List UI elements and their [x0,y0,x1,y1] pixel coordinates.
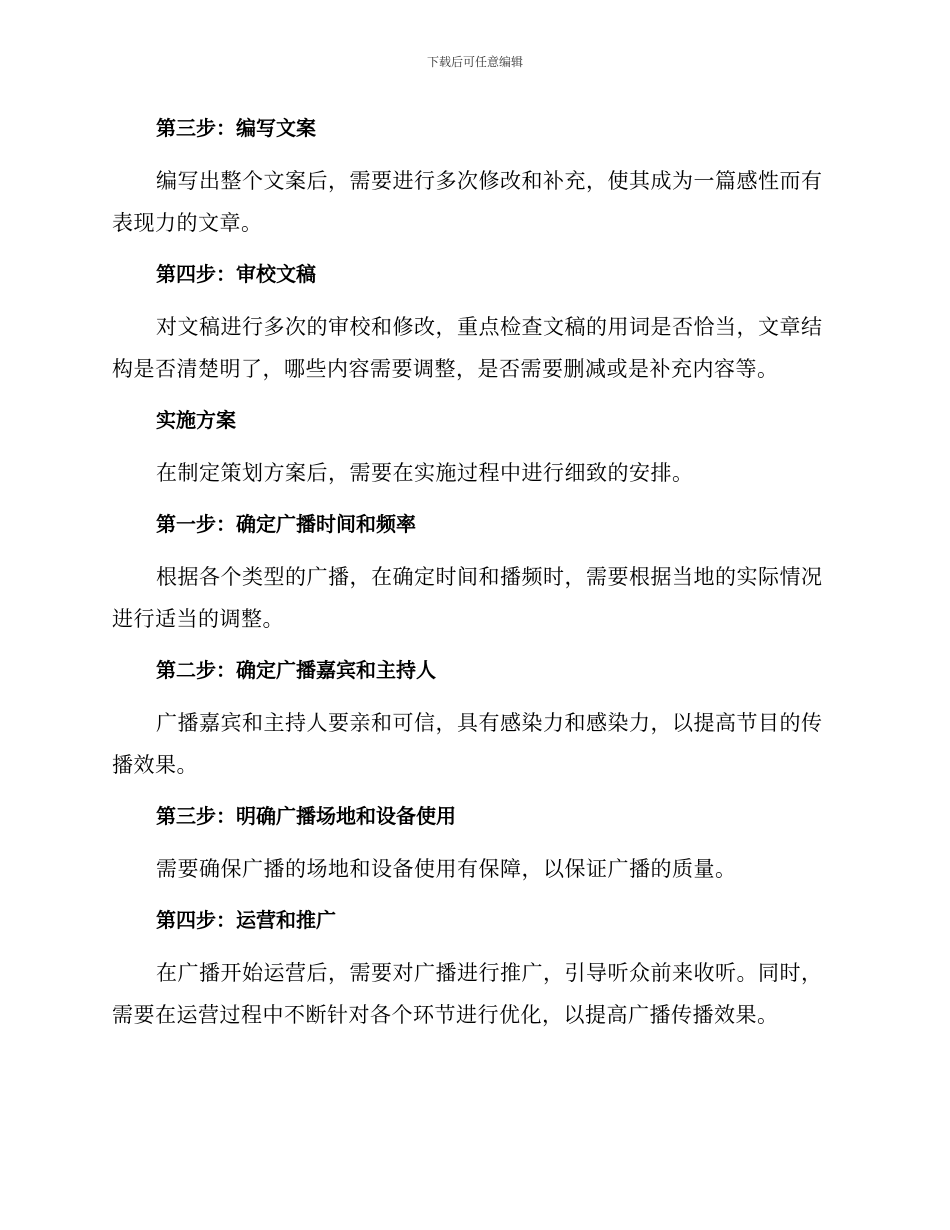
section-body-venue-equipment: 需要确保广播的场地和设备使用有保障，以保证广播的质量。 [156,857,737,881]
section-heading-venue-equipment: 第三步：明确广播场地和设备使用 [156,804,456,828]
section-body-guests-hosts: 广播嘉宾和主持人要亲和可信，具有感染力和感染力，以提高节目的传播效果。 [112,711,823,777]
page-header: 下载后可任意编辑 [426,55,523,69]
section-heading-write-copy: 第三步：编写文案 [156,116,316,140]
section-heading-guests-hosts: 第二步：确定广播嘉宾和主持人 [156,658,436,682]
section-heading-proofread: 第四步：审校文稿 [156,262,316,286]
section-heading-implementation: 实施方案 [156,408,236,432]
section-body-write-copy: 编写出整个文案后，需要进行多次修改和补充，使其成为一篇感性而有表现力的文章。 [112,169,823,235]
section-body-operation-promotion: 在广播开始运营后，需要对广播进行推广，引导听众前来收听。同时，需要在运营过程中不断针对各个环节进行优化，以提高广播传播效果。 [112,961,823,1027]
section-body-broadcast-time: 根据各个类型的广播，在确定时间和播频时，需要根据当地的实际情况进行适当的调整。 [112,565,823,631]
section-body-implementation: 在制定策划方案后，需要在实施过程中进行细致的安排。 [156,461,694,485]
section-heading-broadcast-time: 第一步：确定广播时间和频率 [156,512,416,536]
section-body-proofread: 对文稿进行多次的审校和修改，重点检查文稿的用词是否恰当，文章结构是否清楚明了，哪些内容需要调整，是否需要删减或是补充内容等。 [112,315,823,381]
section-heading-operation-promotion: 第四步：运营和推广 [156,908,336,932]
document-body [112,108,832,1036]
